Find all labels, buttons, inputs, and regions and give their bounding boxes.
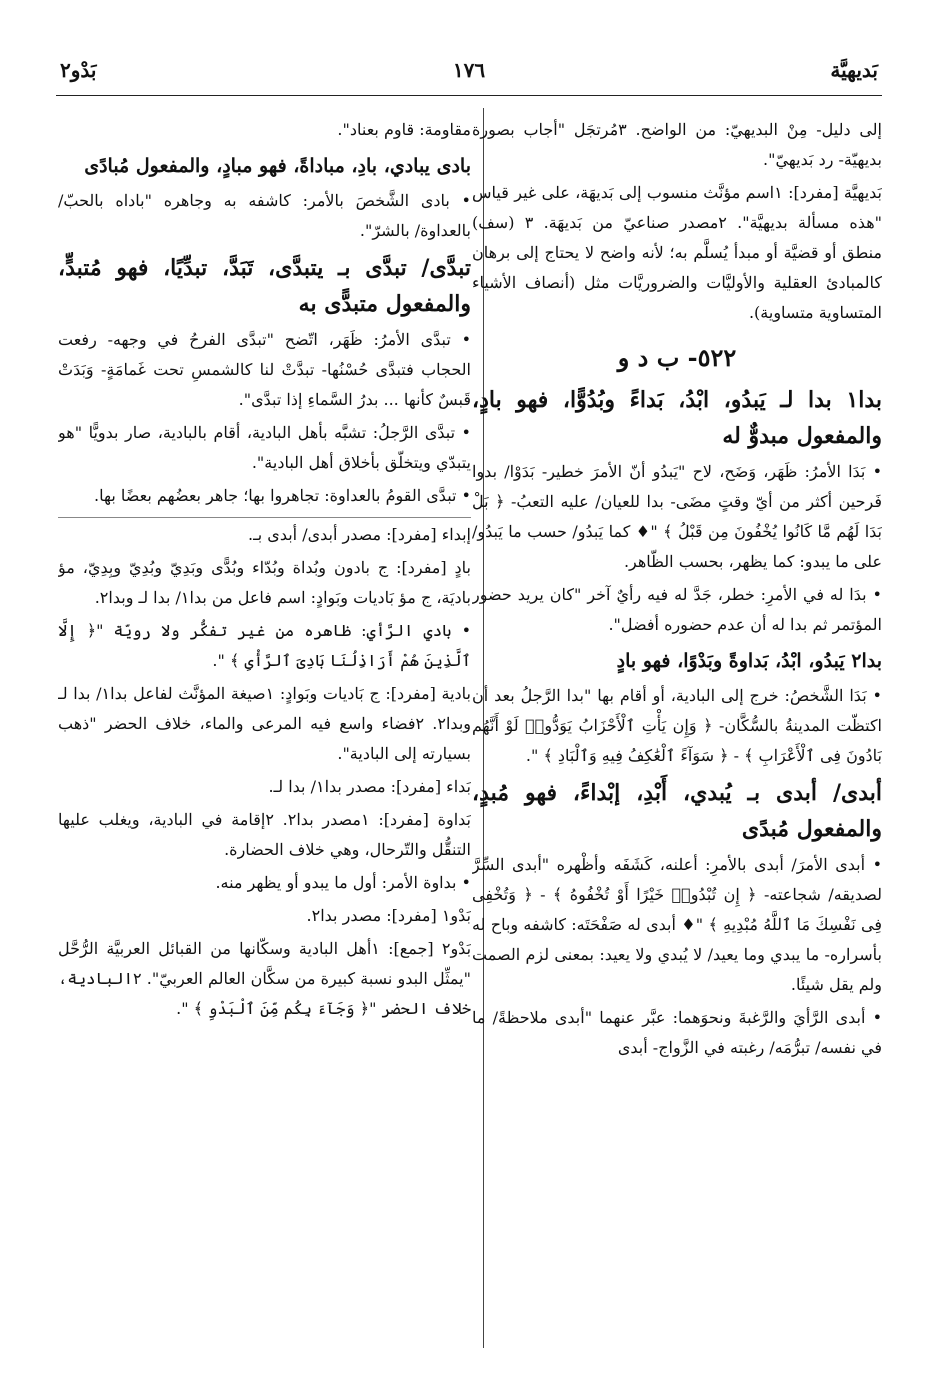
entry-heading: بادى يبادي، بادِ، مباداةً، فهو مبادٍ، والمفعول مُبادًى [84, 155, 471, 177]
entry-paragraph: • بدَا له في الأمرِ: خطر، جَدَّ له فيه رأيٌ آخر "كان يريد حضور المؤتمر ثم بدا له أن عدم حضوره أفضل". [472, 585, 882, 634]
entry-paragraph: • تبدَّى القومُ بالعداوة: تجاهروا بها؛ جاهر بعضُهم بعضًا بها. [94, 486, 471, 505]
right-column [472, 115, 882, 1066]
entry-paragraph: بَديهيَّة [مفرد]: ١اسم مؤنَّث منسوب إلى بَديهَة، على غير قياس "هذه مسألة بديهيَّة". ٢مصدر صناعيّ من بَديهَة. ٣ (سف) منطق أو قضيَّة أو مبدأ يُسلَّم به؛ لأنه واضح لا يحتاج إلى برهان كالمبادئ العقلية والأوليَّات والضروريَّات مثل (أنصاف الأشياء المتساوية متساوية). [472, 183, 882, 322]
entry-paragraph: • تبدَّى الرَّجلُ: تشبَّه بأهل البادية، أقام بالبادية، صار بدويًّا "هو يتبدّي ويتخلّق بأخلاق أهل البادية". [58, 423, 471, 472]
root-heading: ٥٢٢- ب د و [617, 343, 737, 372]
entry-paragraph: • أبدى الرَّأيَ والرَّغبةَ ونحوَهما: عبَّر عنهما "أبدى ملاحظةً/ ما في نفسه/ تبرُّمَه/ رغبته في الزَّواج- أبدى [472, 1008, 882, 1057]
entry-paragraph: بَدْو٢ [جمع]: ١أهل البادية وسكّانها من القبائل العربيَّة الرُّحَّل "يمثِّل البدو نسبة كبيرة من سكَّان العالم العربيّ". ٢البادية، خلاف الحضر "﴿ وَجَآءَ بِكُم مِّنَ ٱلْبَدْوِ ﴾ ". [58, 939, 471, 1018]
page-number: ١٧٦ [452, 58, 486, 82]
entry-paragraph: • أبدى الأمرَ/ أبدى بالأمرِ: أعلنه، كَشَفَه وأظْهره "أبدى السِّرَّ لصديقه/ شجاعته- ﴿ إِن تُبْدُوا۟ خَيْرًا أَوْ تُخْفُوهُ ﴾ - ﴿ وَتُخْفِى فِى نَفْسِكَ مَا ٱللَّهُ مُبْدِيهِ ﴾ "♦ أبدى له صَفْحَتَه: كاشفه وباح له بأسراره- ما يبدي وما يعيد/ لا يُبدي ولا يعيد: بمعنى لزم الصمت ولم يقل شيئًا. [472, 855, 882, 994]
entry-paragraph: • بادي الرَّأي: ظاهره من غير تفكُّر ولا رويّة "﴿ إِلَّا ٱلَّذِينَ هُمْ أَرَاذِلُنَا بَادِىَ ٱلرَّأْىِ ﴾ ". [58, 621, 471, 670]
left-column [58, 115, 471, 1027]
entry-paragraph: • بَدَا الشَّخصُ: خرج إلى البادية، أو أقام بها "بدا الرَّجلُ بعد أن اكتظّت المدينةُ بالسُّكَّان- ﴿ وَإِن يَأْتِ ٱلْأَحْزَابُ يَوَدُّوا۟ لَوْ أَنَّهُم بَادُونَ فِى ٱلْأَعْرَابِ ﴾ - ﴿ سَوَآءً ٱلْعَٰكِفُ فِيهِ وَٱلْبَادِ ﴾ ". [472, 686, 882, 765]
entry-paragraph: إلى دليل- مِنْ البديهيّ: من الواضح. ٣مُرتجَل "أجاب بصورة بديهيّة- رد بَديهيّ". [472, 120, 882, 169]
entry-paragraph: • تبدَّى الأمرُ: ظَهَر، اتّضح "تبدَّى الفرحُ في وجهه- رفعت الحجاب فتبدَّى حُسْنُها- تبدَّتْ لنا كالشمسِ تحت غَمامَةٍ- وَبَدَتْ قَبسٌ كأنها ... بدرُ السَّماءِ إذا تبدَّى". [58, 330, 471, 409]
entry-paragraph: • بادى الشَّخصَ بالأمر: كاشفه به وجاهره "باداه بالحبّ/ بالعداوة/ بالشرّ". [58, 191, 471, 240]
entry-paragraph: بَداوة [مفرد]: ١مصدر بدا٢. ٢إقامة في البادية، ويغلب عليها التنقُّل والتّرحال، وهي خلاف الحضارة. [58, 810, 471, 859]
entry-paragraph: بَدْو١ [مفرد]: مصدر بدا٢. [306, 906, 471, 925]
header-guide-word-right: بَديهيَّة [830, 58, 878, 82]
entry-paragraph: بادٍ [مفرد]: ج بادون وبُداة وبُدّاء وبُدًّى وبَدِيّ وبُدِيّ وبِدِيّ، مؤ باديَة، ج مؤ بَاديات وبَوادٍ: اسم فاعل من بدا١/ بدا لـ وبدا٢. [58, 558, 471, 607]
entry-paragraph: • بَدَا الأمرُ: ظَهَر، وَضَح، لاح "يَبدُو أنّ الأمرَ خطير- بَدَوْا/ بدوا فَرحين أكثر من أيّ وقتٍ مضَى- بدا للعيان/ عليه التعبُ- ﴿ بَلْ بَدَا لَهُم مَّا كَانُوا يُخْفُونَ مِن قَبْلُ ﴾ "♦ كما يَبدُو/ حسب ما يَبدُو/ على ما يبدو: كما يظهر، بحسب الظّاهر. [472, 462, 882, 571]
entry-heading: بدا٢ يَبدُو، ابْدُ، بَداوةً وبَدْوًا، فهو بادٍ [616, 650, 882, 672]
header-rule [56, 95, 882, 96]
entry-heading: أبدى/ أبدى بـ يُبدي، أَبْدِ، إبْداءً، فهو مُبدٍ، والمفعول مُبدًى [472, 780, 882, 842]
entry-paragraph: بَداء [مفرد]: مصدر بدا١/ بدا لـ. [268, 777, 471, 796]
entry-heading: بدا١ بدا لـ يَبدُو، ابْدُ، بَداءً وبُدُوًّا، فهو بادٍ، والمفعول مبدوٌّ له [472, 387, 882, 449]
entry-paragraph: إبداء [مفرد]: مصدر أبدى/ أبدى بـ. [58, 517, 471, 550]
entry-heading: تبدَّى/ تبدَّى بـ يتبدَّى، تَبَدَّ، تبدِّيًا، فهو مُتبدٍّ، والمفعول متبدًّى به [58, 255, 471, 317]
entry-paragraph: مقاومة: قاوم بعناد". [337, 120, 471, 139]
entry-paragraph: • بداوة الأمر: أول ما يبدو أو يظهر منه. [215, 873, 471, 892]
header-guide-word-left: بَدْو٢ [60, 58, 97, 82]
entry-paragraph: بادية [مفرد]: ج بَاديات وبَوادٍ: ١صيغة المؤنَّث لفاعل بدا١/ بدا لـ وبدا٢. ٢فضاء واسع فيه المرعى والماء، خلاف الحضر "ذهب بسيارته إلى البادية". [58, 684, 471, 763]
